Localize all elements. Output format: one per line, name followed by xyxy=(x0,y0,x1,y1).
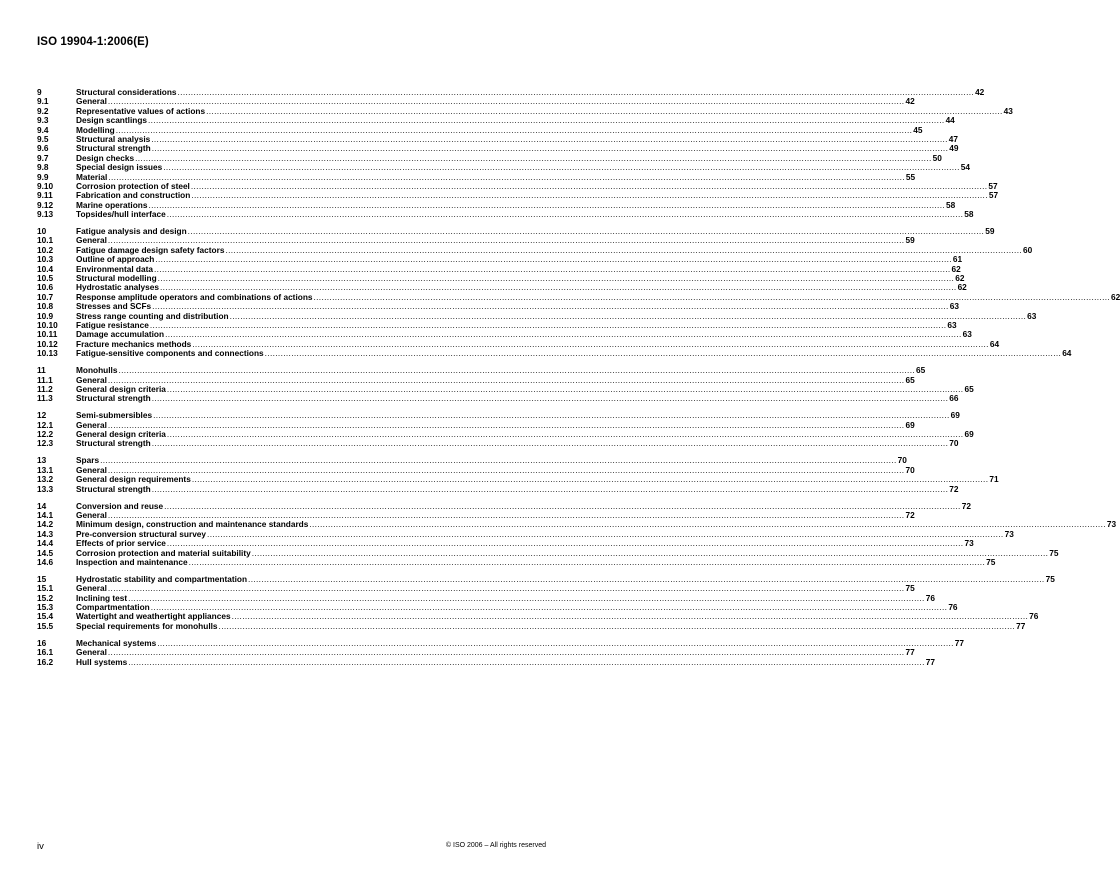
toc-entry-title: General xyxy=(76,647,107,658)
toc-entry-page: 50 xyxy=(932,152,942,163)
toc-entry-title: Stress range counting and distribution xyxy=(76,310,229,321)
toc-entry-title: General design requirements xyxy=(76,474,191,485)
toc-entry-number: 15.5 xyxy=(37,620,54,631)
toc-entry-title: General xyxy=(76,374,107,385)
toc-entry-number: 14.4 xyxy=(37,538,54,549)
toc-entry-page: 61 xyxy=(952,254,963,265)
toc-entry-number: 16.1 xyxy=(37,647,54,658)
toc-entry-number: 15 xyxy=(37,573,47,584)
toc-entry-number: 13.2 xyxy=(37,474,54,485)
toc-leader-dots: ............................................................................................................................................................................................................................................................................................................ xyxy=(166,538,964,549)
toc-entry-title: Design checks xyxy=(76,152,135,163)
toc-leader-dots: ............................................................................................................................................................................................................................................................................................................ xyxy=(177,87,975,97)
toc-leader-dots: ............................................................................................................................................................................................................................................................................................................ xyxy=(118,365,916,376)
toc-entry-page: 42 xyxy=(905,96,915,107)
toc-entry-title: Monohulls xyxy=(76,365,118,376)
toc-entry-number: 9.2 xyxy=(37,105,49,116)
toc-entry-title: Inclining test xyxy=(76,592,128,603)
toc-leader-dots: ............................................................................................................................................................................................................................................................................................................ xyxy=(107,419,905,430)
toc-entry[interactable] xyxy=(37,620,1026,631)
toc-entry-title: Pre-conversion structural survey xyxy=(76,528,207,539)
toc-entry-page: 72 xyxy=(961,500,971,511)
toc-leader-dots: ............................................................................................................................................................................................................................................................................................................ xyxy=(148,115,945,126)
toc-leader-dots: ............................................................................................................................................................................................................................................................................................................ xyxy=(206,105,1003,116)
toc-entry-page: 75 xyxy=(905,583,915,594)
toc-leader-dots: ............................................................................................................................................................................................................................................................................................................ xyxy=(148,199,946,210)
toc-entry-title: Fracture mechanics methods xyxy=(76,338,192,349)
toc-entry-page: 69 xyxy=(950,410,960,421)
toc-entry-title: Structural modelling xyxy=(76,273,157,284)
toc-entry-number: 9 xyxy=(37,87,42,97)
toc-entry[interactable] xyxy=(37,556,996,567)
toc-entry-number: 12 xyxy=(37,410,47,421)
toc-leader-dots: ............................................................................................................................................................................................................................................................................................................ xyxy=(225,244,1023,255)
toc-entry-title: General xyxy=(76,96,107,107)
toc-entry-title: General xyxy=(76,464,107,475)
copyright-notice: © ISO 2006 – All rights reserved xyxy=(445,842,546,849)
toc-entry-number: 10.13 xyxy=(37,348,58,359)
toc-entry-title: Modelling xyxy=(76,124,115,135)
toc-leader-dots: ............................................................................................................................................................................................................................................................................................................ xyxy=(107,647,905,658)
toc-entry-page: 59 xyxy=(905,235,915,246)
toc-entry-number: 9.9 xyxy=(37,171,49,182)
toc-entry-number: 14.3 xyxy=(37,528,54,539)
toc-entry-title: Fatigue damage design safety factors xyxy=(76,244,225,255)
toc-entry-title: Fatigue analysis and design xyxy=(76,226,187,237)
toc-section xyxy=(37,365,974,404)
toc-leader-dots: ............................................................................................................................................................................................................................................................................................................ xyxy=(151,393,949,404)
toc-entry-number: 10.10 xyxy=(37,319,58,330)
toc-entry-title: Structural strength xyxy=(76,438,151,449)
toc-entry-number: 10.8 xyxy=(37,301,54,312)
toc-entry-page: 75 xyxy=(1049,547,1059,558)
toc-leader-dots: ............................................................................................................................................................................................................................................................................................................ xyxy=(191,474,989,485)
toc-entry-number: 11.2 xyxy=(37,383,53,394)
toc-entry-number: 10.4 xyxy=(37,263,54,274)
toc-entry-page: 77 xyxy=(1016,620,1026,631)
toc-entry-number: 10.7 xyxy=(37,291,54,302)
toc-section xyxy=(37,226,1120,359)
toc-leader-dots: ............................................................................................................................................................................................................................................................................................................ xyxy=(163,162,960,173)
toc-entry-number: 14.2 xyxy=(37,519,54,530)
toc-entry-page: 63 xyxy=(947,319,957,330)
toc-leader-dots: ............................................................................................................................................................................................................................................................................................................ xyxy=(154,263,951,274)
toc-entry-title: Structural strength xyxy=(76,483,151,494)
toc-entry-page: 70 xyxy=(949,438,959,449)
toc-entry-title: Fabrication and construction xyxy=(76,190,191,201)
toc-entry-title: General xyxy=(76,419,107,430)
toc-entry-title: Hydrostatic analyses xyxy=(76,282,160,293)
toc-entry-page: 44 xyxy=(945,115,955,126)
toc-entry-page: 76 xyxy=(1029,611,1039,622)
toc-leader-dots: ............................................................................................................................................................................................................................................................................................................ xyxy=(155,254,952,265)
toc-entry-number: 9.8 xyxy=(37,162,49,173)
toc-entry-title: Design scantlings xyxy=(76,115,148,126)
toc-leader-dots: ............................................................................................................................................................................................................................................................................................................ xyxy=(166,429,964,440)
toc-leader-dots: ............................................................................................................................................................................................................................................................................................................ xyxy=(160,282,957,293)
toc-leader-dots: ............................................................................................................................................................................................................................................................................................................ xyxy=(248,573,1045,584)
toc-leader-dots: ............................................................................................................................................................................................................................................................................................................ xyxy=(166,209,964,220)
toc-entry-page: 73 xyxy=(1106,519,1117,530)
toc-entry-page: 63 xyxy=(1027,310,1037,321)
toc-entry-page: 62 xyxy=(955,273,965,284)
toc-entry-page: 62 xyxy=(957,282,967,293)
toc-entry-number: 10 xyxy=(37,226,47,237)
toc-entry[interactable] xyxy=(37,438,959,449)
toc-entry-title: Special design issues xyxy=(76,162,163,173)
toc-entry-page: 57 xyxy=(988,180,998,191)
toc-section xyxy=(37,573,1055,631)
toc-leader-dots: ............................................................................................................................................................................................................................................................................................................ xyxy=(107,96,905,107)
toc-entry-number: 15.1 xyxy=(37,583,54,594)
toc-leader-dots: ............................................................................................................................................................................................................................................................................................................ xyxy=(165,329,962,340)
toc-leader-dots: ............................................................................................................................................................................................................................................................................................................ xyxy=(207,528,1004,539)
toc-leader-dots: ............................................................................................................................................................................................................................................................................................................ xyxy=(191,190,988,201)
toc-entry-title: General design criteria xyxy=(76,429,166,440)
toc-entry-number: 9.4 xyxy=(37,124,49,135)
toc-entry-title: Stresses and SCFs xyxy=(76,301,152,312)
toc-entry-page: 66 xyxy=(949,393,959,404)
toc-entry-page: 58 xyxy=(964,209,974,220)
toc-leader-dots: ............................................................................................................................................................................................................................................................................................................ xyxy=(309,519,1106,530)
toc-leader-dots: ............................................................................................................................................................................................................................................................................................................ xyxy=(128,592,925,603)
toc-leader-dots: ............................................................................................................................................................................................................................................................................................................ xyxy=(151,143,949,154)
toc-entry-title: General xyxy=(76,509,107,520)
toc-entry-page: 72 xyxy=(905,509,915,520)
toc-entry-page: 62 xyxy=(1111,291,1120,302)
toc-entry-page: 65 xyxy=(964,383,974,394)
toc-entry-title: Topsides/hull interface xyxy=(76,209,166,220)
toc-entry-title: Outline of approach xyxy=(76,254,155,265)
toc-entry-number: 10.6 xyxy=(37,282,54,293)
toc-entry-title: Marine operations xyxy=(76,199,148,210)
toc-leader-dots: ............................................................................................................................................................................................................................................................................................................ xyxy=(107,464,905,475)
toc-leader-dots: ............................................................................................................................................................................................................................................................................................................ xyxy=(229,310,1027,321)
toc-entry-number: 9.13 xyxy=(37,209,54,220)
toc-entry-page: 64 xyxy=(1062,348,1072,359)
toc-leader-dots: ............................................................................................................................................................................................................................................................................................................ xyxy=(313,291,1111,302)
toc-entry-page: 65 xyxy=(916,365,926,376)
toc-entry-number: 9.7 xyxy=(37,152,49,163)
toc-leader-dots: ............................................................................................................................................................................................................................................................................................................ xyxy=(151,483,949,494)
toc-entry-number: 9.11 xyxy=(37,190,53,201)
toc-leader-dots: ............................................................................................................................................................................................................................................................................................................ xyxy=(108,171,905,182)
toc-entry-page: 54 xyxy=(960,162,971,173)
toc-entry-title: Structural analysis xyxy=(76,133,151,144)
toc-section xyxy=(37,87,1013,220)
toc-leader-dots: ............................................................................................................................................................................................................................................................................................................ xyxy=(192,338,989,349)
toc-entry-number: 9.3 xyxy=(37,115,49,126)
toc-entry-title: Semi-submersibles xyxy=(76,410,153,421)
toc-entry-page: 45 xyxy=(913,124,923,135)
toc-entry-page: 65 xyxy=(905,374,915,385)
toc-entry-page: 76 xyxy=(925,592,935,603)
toc-entry-title: Material xyxy=(76,171,108,182)
toc-leader-dots: ............................................................................................................................................................................................................................................................................................................ xyxy=(152,301,949,312)
toc-entry-number: 10.12 xyxy=(37,338,58,349)
toc-entry-number: 14 xyxy=(37,500,47,511)
toc-leader-dots: ............................................................................................................................................................................................................................................................................................................ xyxy=(157,273,955,284)
toc-leader-dots: ............................................................................................................................................................................................................................................................................................................ xyxy=(135,152,932,163)
toc-entry-page: 62 xyxy=(951,263,961,274)
toc-leader-dots: ............................................................................................................................................................................................................................................................................................................ xyxy=(190,180,988,191)
toc-leader-dots: ............................................................................................................................................................................................................................................................................................................ xyxy=(231,611,1029,622)
toc-entry-title: Fatigue resistance xyxy=(76,319,149,330)
toc-entry-page: 64 xyxy=(989,338,1000,349)
toc-entry[interactable] xyxy=(37,209,974,220)
toc-entry-page: 43 xyxy=(1003,105,1013,116)
toc-entry-number: 11.3 xyxy=(37,393,53,404)
toc-entry-title: Compartmentation xyxy=(76,602,150,613)
toc-entry-title: Structural considerations xyxy=(76,87,177,97)
toc-entry-title: Effects of prior service xyxy=(76,538,166,549)
toc-leader-dots: ............................................................................................................................................................................................................................................................................................................ xyxy=(107,583,905,594)
toc-entry-number: 12.3 xyxy=(37,438,54,449)
toc-entry-number: 12.2 xyxy=(37,429,54,440)
toc-entry-number: 15.2 xyxy=(37,592,54,603)
toc-entry-page: 69 xyxy=(905,419,915,430)
toc-entry-page: 47 xyxy=(948,133,959,144)
toc-entry-number: 13.3 xyxy=(37,483,54,494)
toc-entry-title: Structural strength xyxy=(76,143,151,154)
toc-leader-dots: ............................................................................................................................................................................................................................................................................................................ xyxy=(149,319,947,330)
toc-entry-page: 58 xyxy=(946,199,956,210)
toc-entry-page: 70 xyxy=(905,464,915,475)
toc-entry-page: 55 xyxy=(905,171,916,182)
toc-leader-dots: ............................................................................................................................................................................................................................................................................................................ xyxy=(187,226,985,237)
toc-entry-number: 10.3 xyxy=(37,254,54,265)
toc-entry-title: Corrosion protection of steel xyxy=(76,180,190,191)
toc-entry-number: 13.1 xyxy=(37,464,54,475)
toc-entry[interactable] xyxy=(37,348,1072,359)
toc-entry-title: Watertight and weathertight appliances xyxy=(76,611,231,622)
toc-entry-number: 9.1 xyxy=(37,96,49,107)
toc-entry-title: Conversion and reuse xyxy=(76,500,164,511)
toc-entry-title: Spars xyxy=(76,455,100,466)
toc-leader-dots: ............................................................................................................................................................................................................................................................................................................ xyxy=(115,124,913,135)
toc-leader-dots: ............................................................................................................................................................................................................................................................................................................ xyxy=(151,133,948,144)
toc-leader-dots: ............................................................................................................................................................................................................................................................................................................ xyxy=(128,656,925,667)
toc-entry-title: Hull systems xyxy=(76,656,128,667)
toc-entry-number: 15.3 xyxy=(37,602,54,613)
toc-entry-page: 77 xyxy=(954,637,965,648)
toc-leader-dots: ............................................................................................................................................................................................................................................................................................................ xyxy=(107,235,905,246)
toc-entry-title: Representative values of actions xyxy=(76,105,206,116)
toc-leader-dots: ............................................................................................................................................................................................................................................................................................................ xyxy=(218,620,1016,631)
toc-entry-page: 72 xyxy=(949,483,959,494)
table-of-contents xyxy=(37,87,1120,675)
toc-leader-dots: ............................................................................................................................................................................................................................................................................................................ xyxy=(251,547,1049,558)
toc-entry-title: Hydrostatic stability and compartmentation xyxy=(76,573,248,584)
toc-entry[interactable] xyxy=(37,656,935,667)
toc-entry-page: 75 xyxy=(1045,573,1055,584)
toc-entry-title: Mechanical systems xyxy=(76,637,157,648)
toc-leader-dots: ............................................................................................................................................................................................................................................................................................................ xyxy=(107,374,905,385)
document-header: ISO 19904-1:2006(E) xyxy=(37,36,149,48)
toc-entry-page: 76 xyxy=(948,602,958,613)
toc-entry-number: 16 xyxy=(37,637,47,648)
toc-entry-number: 9.5 xyxy=(37,133,49,144)
toc-entry-page: 57 xyxy=(988,190,999,201)
toc-entry-page: 75 xyxy=(986,556,996,567)
toc-entry-title: Minimum design, construction and maintenance standards xyxy=(76,519,309,530)
toc-entry-number: 11.1 xyxy=(37,374,53,385)
toc-entry-page: 77 xyxy=(925,656,935,667)
toc-entry-title: Structural strength xyxy=(76,393,151,404)
toc-entry-page: 73 xyxy=(964,538,974,549)
toc-entry-title: General design criteria xyxy=(76,383,166,394)
toc-entry[interactable] xyxy=(37,483,959,494)
toc-entry-page: 63 xyxy=(949,301,959,312)
toc-entry-page: 71 xyxy=(989,474,999,485)
toc-entry-page: 59 xyxy=(985,226,995,237)
toc-entry-number: 9.10 xyxy=(37,180,54,191)
toc-entry-title: Environmental data xyxy=(76,263,153,274)
toc-section xyxy=(37,410,974,449)
toc-entry-title: Damage accumulation xyxy=(76,329,165,340)
toc-entry-number: 15.4 xyxy=(37,611,54,622)
toc-entry-page: 42 xyxy=(975,87,985,97)
toc-entry-title: General xyxy=(76,583,107,594)
toc-leader-dots: ............................................................................................................................................................................................................................................................................................................ xyxy=(107,509,905,520)
toc-entry-number: 14.5 xyxy=(37,547,54,558)
toc-entry-number: 9.6 xyxy=(37,143,49,154)
toc-entry-number: 10.9 xyxy=(37,310,54,321)
toc-section xyxy=(37,455,999,494)
toc-leader-dots: ............................................................................................................................................................................................................................................................................................................ xyxy=(100,455,897,466)
toc-entry-number: 11 xyxy=(37,365,46,376)
toc-entry[interactable] xyxy=(37,393,959,404)
toc-entry-number: 12.1 xyxy=(37,419,54,430)
toc-entry-number: 14.6 xyxy=(37,556,54,567)
toc-entry-title: Corrosion protection and material suitability xyxy=(76,547,251,558)
toc-entry-page: 60 xyxy=(1023,244,1033,255)
toc-entry-page: 69 xyxy=(964,429,974,440)
toc-entry-page: 49 xyxy=(949,143,959,154)
toc-leader-dots: ............................................................................................................................................................................................................................................................................................................ xyxy=(188,556,986,567)
toc-entry-number: 10.5 xyxy=(37,273,54,284)
toc-entry-number: 10.1 xyxy=(37,235,54,246)
toc-entry-number: 13 xyxy=(37,455,47,466)
toc-entry-number: 10.11 xyxy=(37,329,58,340)
page-number: iv xyxy=(37,841,44,852)
toc-entry-title: Fatigue-sensitive components and connections xyxy=(76,348,264,359)
toc-entry-page: 73 xyxy=(1004,528,1014,539)
toc-entry-page: 63 xyxy=(962,329,972,340)
toc-leader-dots: ............................................................................................................................................................................................................................................................................................................ xyxy=(150,602,948,613)
toc-entry-title: General xyxy=(76,235,107,246)
toc-leader-dots: ............................................................................................................................................................................................................................................................................................................ xyxy=(166,383,964,394)
toc-leader-dots: ............................................................................................................................................................................................................................................................................................................ xyxy=(153,410,950,421)
toc-leader-dots: ............................................................................................................................................................................................................................................................................................................ xyxy=(264,348,1062,359)
toc-entry-number: 14.1 xyxy=(37,509,54,520)
toc-entry-number: 10.2 xyxy=(37,244,54,255)
toc-entry-number: 16.2 xyxy=(37,656,54,667)
toc-leader-dots: ............................................................................................................................................................................................................................................................................................................ xyxy=(157,637,954,648)
toc-entry-title: Special requirements for monohulls xyxy=(76,620,218,631)
toc-entry-title: Response amplitude operators and combinations of actions xyxy=(76,291,313,302)
toc-section xyxy=(37,637,965,667)
toc-leader-dots: ............................................................................................................................................................................................................................................................................................................ xyxy=(164,500,961,511)
toc-section xyxy=(37,500,1117,568)
toc-entry-title: Inspection and maintenance xyxy=(76,556,188,567)
toc-entry-page: 70 xyxy=(897,455,907,466)
toc-leader-dots: ............................................................................................................................................................................................................................................................................................................ xyxy=(151,438,949,449)
toc-entry-page: 77 xyxy=(905,647,915,658)
toc-entry-number: 9.12 xyxy=(37,199,54,210)
